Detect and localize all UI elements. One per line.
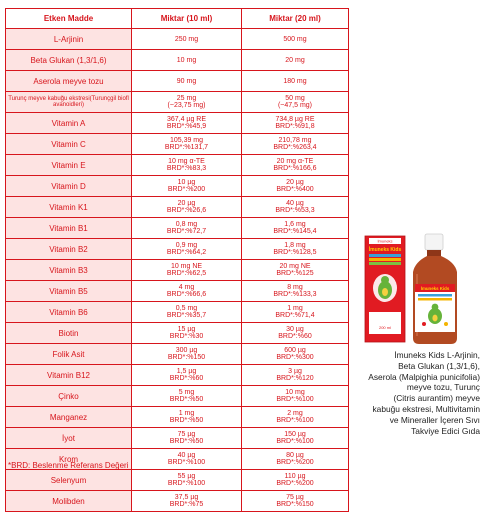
amount-10ml-cell-line: BRD*:%35,7 bbox=[166, 312, 207, 319]
amount-20ml-cell-line: 600 µg bbox=[284, 347, 306, 354]
amount-20ml-cell-line: BRD*:%60 bbox=[278, 333, 312, 340]
table-row bbox=[6, 365, 349, 386]
ingredient-cell bbox=[6, 239, 132, 260]
ingredient-cell-line: Vitamin D bbox=[51, 181, 86, 191]
amount-20ml-cell-line: 1,8 mg bbox=[284, 242, 306, 249]
table-row bbox=[6, 134, 349, 155]
product-description bbox=[348, 350, 480, 436]
amount-10ml-cell bbox=[132, 470, 242, 491]
amount-20ml-cell-line: BRD*:%200 bbox=[276, 459, 314, 466]
ingredient-cell-line: Molibden bbox=[52, 496, 85, 506]
amount-20ml-cell-line: BRD*:%166,6 bbox=[273, 165, 317, 172]
ingredient-cell bbox=[6, 92, 132, 113]
table-row bbox=[6, 428, 349, 449]
amount-20ml-cell-line: BRD*:%150 bbox=[276, 501, 314, 508]
amount-20ml-cell-line: 80 µg bbox=[286, 452, 304, 459]
amount-10ml-cell-line: BRD*:%50 bbox=[169, 417, 204, 424]
amount-10ml-cell-line: 4 mg bbox=[178, 284, 195, 291]
amount-10ml-cell bbox=[132, 449, 242, 470]
amount-20ml-cell-line: 8 mg bbox=[287, 284, 303, 291]
amount-20ml-cell bbox=[242, 176, 349, 197]
ingredient-cell bbox=[6, 155, 132, 176]
ingredient-cell-line: Krom bbox=[58, 454, 79, 464]
amount-10ml-cell bbox=[132, 365, 242, 386]
table-row bbox=[6, 155, 349, 176]
amount-10ml-cell-line: BRD*:%50 bbox=[169, 396, 204, 403]
amount-20ml-cell bbox=[242, 113, 349, 134]
description-line: (Citris aurantim) meyve bbox=[393, 393, 480, 404]
bottle-label-text: İmuneks Kids bbox=[420, 286, 450, 291]
ingredient-cell bbox=[6, 134, 132, 155]
amount-10ml-cell bbox=[132, 218, 242, 239]
amount-20ml-cell bbox=[242, 50, 349, 71]
table-row bbox=[6, 113, 349, 134]
ingredient-cell bbox=[6, 176, 132, 197]
amount-10ml-cell-line: 5 mg bbox=[178, 389, 195, 396]
amount-20ml-cell bbox=[242, 491, 349, 512]
amount-10ml-cell-line: 37,5 µg bbox=[174, 494, 199, 501]
ingredient-cell bbox=[6, 491, 132, 512]
amount-10ml-cell-line: 1 mg bbox=[178, 410, 195, 417]
box-title-text: İmuneks Kids bbox=[368, 247, 402, 253]
amount-10ml-cell bbox=[132, 134, 242, 155]
amount-20ml-cell-line: 734,8 µg RE bbox=[275, 116, 315, 123]
description-line: Beta Glukan (1,3/1,6), bbox=[398, 360, 480, 371]
table-row bbox=[6, 197, 349, 218]
amount-20ml-cell bbox=[242, 71, 349, 92]
table-row bbox=[6, 491, 349, 512]
amount-20ml-cell bbox=[242, 92, 349, 113]
product-image bbox=[355, 228, 475, 348]
amount-20ml-cell-line: BRD*:%100 bbox=[276, 396, 314, 403]
amount-10ml-cell-line: BRD*:%75 bbox=[169, 501, 204, 508]
amount-20ml-cell-line: 75 µg bbox=[286, 494, 304, 501]
description-line: meyve tozu, Turunç bbox=[406, 382, 480, 393]
amount-20ml-cell-line: 20 mg NE bbox=[279, 263, 311, 270]
amount-20ml-cell-line: BRD*:%128,5 bbox=[273, 249, 317, 256]
ingredient-cell-line: İyot bbox=[62, 433, 75, 443]
amount-10ml-cell bbox=[132, 491, 242, 512]
amount-20ml-cell-line: 3 µg bbox=[288, 368, 302, 375]
amount-20ml-cell bbox=[242, 449, 349, 470]
description-line: Aserola (Malpighia punicifolia) bbox=[368, 371, 480, 382]
ingredient-cell-line: Vitamin B2 bbox=[49, 244, 88, 254]
amount-10ml-cell bbox=[132, 92, 242, 113]
ingredient-cell bbox=[6, 50, 132, 71]
amount-10ml-cell-line: BRD*:%200 bbox=[167, 186, 206, 193]
amount-10ml-cell-line: 0,5 mg bbox=[175, 305, 198, 312]
amount-10ml-cell bbox=[132, 176, 242, 197]
box-brand-text: İmuneks bbox=[377, 238, 393, 244]
product-illustration bbox=[355, 228, 475, 348]
amount-20ml-cell-line: 110 µg bbox=[284, 473, 306, 480]
amount-20ml-cell-line: 2 mg bbox=[287, 410, 303, 417]
amount-20ml-cell-line: 10 mg bbox=[285, 389, 305, 396]
amount-20ml-cell-line: 40 µg bbox=[286, 200, 304, 207]
ingredient-cell bbox=[6, 197, 132, 218]
amount-20ml-cell-line: BRD*:%125 bbox=[276, 270, 314, 277]
description-line: Takviye Edici Gıda bbox=[411, 425, 480, 436]
ingredient-cell-line: Vitamin B1 bbox=[49, 223, 88, 233]
ingredient-cell bbox=[6, 113, 132, 134]
amount-20ml-cell-line: 20 mg bbox=[285, 56, 305, 64]
amount-20ml-cell-line: BRD*:%100 bbox=[276, 417, 314, 424]
table-row bbox=[6, 302, 349, 323]
ingredient-cell-line: Vitamin A bbox=[51, 118, 86, 128]
amount-10ml-cell-line: BRD*:%50 bbox=[169, 438, 204, 445]
amount-20ml-cell-line: BRD*:%300 bbox=[276, 354, 314, 361]
ingredient-cell-line: Vitamin C bbox=[51, 139, 86, 149]
amount-20ml-cell-line: 30 µg bbox=[286, 326, 304, 333]
ingredient-cell bbox=[6, 71, 132, 92]
amount-10ml-cell-line: 40 µg bbox=[177, 452, 196, 459]
table-row bbox=[6, 407, 349, 428]
table-row bbox=[6, 386, 349, 407]
amount-20ml-cell-line: (~47,5 mg) bbox=[277, 102, 313, 109]
amount-10ml-cell bbox=[132, 428, 242, 449]
amount-20ml-cell-line: 1,6 mg bbox=[284, 221, 306, 228]
amount-10ml-cell-line: BRD*:%150 bbox=[167, 354, 206, 361]
amount-20ml-cell bbox=[242, 197, 349, 218]
table-row bbox=[6, 218, 349, 239]
header-amount-20ml: Miktar (20 ml) bbox=[242, 9, 349, 29]
amount-10ml-cell bbox=[132, 260, 242, 281]
table-row bbox=[6, 239, 349, 260]
amount-20ml-cell-line: BRD*:%200 bbox=[276, 480, 314, 487]
ingredient-cell-line: Çinko bbox=[58, 391, 79, 401]
amount-20ml-cell bbox=[242, 134, 349, 155]
amount-10ml-cell bbox=[132, 281, 242, 302]
amount-10ml-cell-line: BRD*:%60 bbox=[169, 375, 204, 382]
amount-20ml-cell-line: 20 µg bbox=[286, 179, 304, 186]
amount-20ml-cell bbox=[242, 218, 349, 239]
table-header-row bbox=[6, 9, 349, 29]
amount-10ml-cell-line: 10 µg bbox=[177, 179, 196, 186]
amount-10ml-cell-line: BRD*:%131,7 bbox=[164, 144, 209, 151]
amount-10ml-cell bbox=[132, 344, 242, 365]
amount-10ml-cell-line: BRD*:%72,7 bbox=[166, 228, 207, 235]
bottle-cap bbox=[425, 234, 443, 250]
amount-10ml-cell bbox=[132, 302, 242, 323]
ingredient-cell-line: Biotin bbox=[58, 328, 79, 338]
ingredient-cell bbox=[6, 323, 132, 344]
amount-20ml-cell bbox=[242, 302, 349, 323]
amount-10ml-cell-line: BRD*:%83,3 bbox=[166, 165, 207, 172]
ingredient-cell-line: Beta Glukan (1,3/1,6) bbox=[30, 55, 107, 65]
amount-10ml-cell-line: BRD*:%45,9 bbox=[166, 123, 207, 130]
ingredient-cell bbox=[6, 281, 132, 302]
amount-10ml-cell-line: 0,8 mg bbox=[175, 221, 198, 228]
table-row bbox=[6, 281, 349, 302]
amount-10ml-cell-line: BRD*:%62,5 bbox=[166, 270, 207, 277]
amount-10ml-cell-line: BRD*:%100 bbox=[167, 480, 206, 487]
ingredient-cell bbox=[6, 218, 132, 239]
amount-10ml-cell-line: 15 µg bbox=[177, 326, 196, 333]
amount-20ml-cell-line: 20 mg α-TE bbox=[276, 158, 314, 165]
ingredient-cell bbox=[6, 260, 132, 281]
table-row bbox=[6, 260, 349, 281]
amount-20ml-cell-line: BRD*:%120 bbox=[276, 375, 314, 382]
amount-20ml-cell-line: 150 µg bbox=[284, 431, 306, 438]
amount-20ml-cell-line: BRD*:%53,3 bbox=[275, 207, 315, 214]
ingredient-cell-line: Vitamin K1 bbox=[49, 202, 88, 212]
ingredient-cell bbox=[6, 365, 132, 386]
amount-10ml-cell-line: 10 mg bbox=[176, 56, 197, 64]
amount-10ml-cell-line: BRD*:%64,2 bbox=[166, 249, 207, 256]
amount-10ml-cell-line: 75 µg bbox=[177, 431, 196, 438]
amount-10ml-cell-line: 300 µg bbox=[175, 347, 198, 354]
amount-10ml-cell-line: BRD*:%30 bbox=[169, 333, 204, 340]
table-row bbox=[6, 176, 349, 197]
amount-10ml-cell bbox=[132, 407, 242, 428]
ingredient-cell-line: Turunç meyve kabuğu ekstresi bbox=[8, 95, 90, 102]
ingredient-cell-line: Vitamin B3 bbox=[49, 265, 88, 275]
amount-20ml-cell-line: BRD*:%100 bbox=[276, 438, 314, 445]
ingredient-cell-line: Aserola meyve tozu bbox=[33, 76, 104, 86]
amount-10ml-cell-line: 20 µg bbox=[177, 200, 196, 207]
amount-20ml-cell bbox=[242, 239, 349, 260]
amount-20ml-cell-line: BRD*:%71,4 bbox=[275, 312, 315, 319]
description-line: ve Mineraller İçeren Sıvı bbox=[389, 414, 480, 425]
amount-10ml-cell-line: BRD*:%66,6 bbox=[166, 291, 207, 298]
ingredient-cell-line: Vitamin B5 bbox=[49, 286, 88, 296]
amount-10ml-cell-line: BRD*:%100 bbox=[167, 459, 206, 466]
amount-20ml-cell bbox=[242, 344, 349, 365]
amount-20ml-cell-line: 50 mg bbox=[285, 95, 305, 102]
ingredient-cell bbox=[6, 386, 132, 407]
amount-10ml-cell bbox=[132, 71, 242, 92]
header-ingredient: Etken Madde bbox=[6, 9, 132, 29]
amount-10ml-cell bbox=[132, 239, 242, 260]
ingredient-cell-line: L-Arjinin bbox=[53, 34, 84, 44]
amount-10ml-cell-line: 25 mg bbox=[176, 95, 197, 102]
ingredient-cell-line: Vitamin B6 bbox=[49, 307, 88, 317]
amount-10ml-cell-line: (~23,75 mg) bbox=[167, 102, 206, 109]
table-row bbox=[6, 71, 349, 92]
amount-20ml-cell-line: 500 mg bbox=[283, 35, 307, 43]
table-row bbox=[6, 344, 349, 365]
ingredient-cell bbox=[6, 302, 132, 323]
footnote: *BRD: Beslenme Referans Değeri bbox=[8, 461, 129, 470]
ingredient-cell-line: Vitamin E bbox=[51, 160, 86, 170]
amount-10ml-cell-line: 367,4 µg RE bbox=[166, 116, 207, 123]
header-amount-10ml: Miktar (10 ml) bbox=[132, 9, 242, 29]
ingredient-cell-line: Selenyum bbox=[50, 475, 87, 485]
amount-10ml-cell-line: 10 mg α-TE bbox=[168, 158, 205, 165]
amount-10ml-cell-line: 55 µg bbox=[177, 473, 196, 480]
amount-10ml-cell bbox=[132, 323, 242, 344]
ingredient-cell-line: Manganez bbox=[49, 412, 88, 422]
amount-20ml-cell-line: BRD*:%263,4 bbox=[273, 144, 317, 151]
table-row bbox=[6, 323, 349, 344]
amount-20ml-cell-line: BRD*:%91,8 bbox=[275, 123, 315, 130]
table-row bbox=[6, 29, 349, 50]
amount-10ml-cell bbox=[132, 113, 242, 134]
amount-20ml-cell bbox=[242, 407, 349, 428]
ingredient-cell bbox=[6, 344, 132, 365]
amount-20ml-cell bbox=[242, 281, 349, 302]
ingredient-cell-line: Folik Asit bbox=[52, 349, 85, 359]
table-row bbox=[6, 50, 349, 71]
amount-10ml-cell-line: 10 mg NE bbox=[170, 263, 203, 270]
amount-10ml-cell-line: 105,39 mg bbox=[169, 137, 204, 144]
ingredient-cell bbox=[6, 29, 132, 50]
box-volume-text: 200 ml bbox=[378, 325, 392, 330]
amount-10ml-cell bbox=[132, 29, 242, 50]
amount-20ml-cell-line: 180 mg bbox=[283, 77, 307, 85]
amount-20ml-cell-line: BRD*:%145,4 bbox=[273, 228, 317, 235]
ingredient-cell-line: (Turunçgil biofl avanoidleri) bbox=[52, 95, 129, 108]
amount-20ml-cell bbox=[242, 428, 349, 449]
amount-10ml-cell bbox=[132, 50, 242, 71]
ingredient-cell bbox=[6, 407, 132, 428]
table-row bbox=[6, 470, 349, 491]
description-line: İmuneks Kids L-Arjinin, bbox=[394, 350, 480, 360]
amount-20ml-cell bbox=[242, 470, 349, 491]
amount-20ml-cell-line: 1 mg bbox=[287, 305, 303, 312]
amount-10ml-cell-line: 0,9 mg bbox=[175, 242, 198, 249]
amount-10ml-cell-line: 1,5 µg bbox=[176, 368, 197, 375]
amount-10ml-cell-line: BRD*:%26,6 bbox=[166, 207, 207, 214]
description-line: kabuğu ekstresi, Multivitamin bbox=[372, 403, 480, 414]
amount-20ml-cell bbox=[242, 155, 349, 176]
amount-10ml-cell bbox=[132, 155, 242, 176]
amount-20ml-cell bbox=[242, 260, 349, 281]
ingredient-cell-line: Vitamin B12 bbox=[47, 370, 90, 380]
ingredient-cell bbox=[6, 470, 132, 491]
amount-20ml-cell-line: 210,78 mg bbox=[278, 137, 312, 144]
amount-20ml-cell-line: BRD*:%133,3 bbox=[273, 291, 317, 298]
amount-20ml-cell-line: BRD*:%400 bbox=[276, 186, 314, 193]
amount-10ml-cell bbox=[132, 386, 242, 407]
amount-10ml-cell-line: 90 mg bbox=[176, 77, 197, 85]
amount-20ml-cell bbox=[242, 29, 349, 50]
amount-20ml-cell bbox=[242, 365, 349, 386]
nutrition-table bbox=[5, 8, 349, 512]
amount-10ml-cell bbox=[132, 197, 242, 218]
amount-20ml-cell bbox=[242, 386, 349, 407]
amount-10ml-cell-line: 250 mg bbox=[174, 35, 199, 43]
ingredient-cell bbox=[6, 428, 132, 449]
table-row bbox=[6, 92, 349, 113]
amount-20ml-cell bbox=[242, 323, 349, 344]
